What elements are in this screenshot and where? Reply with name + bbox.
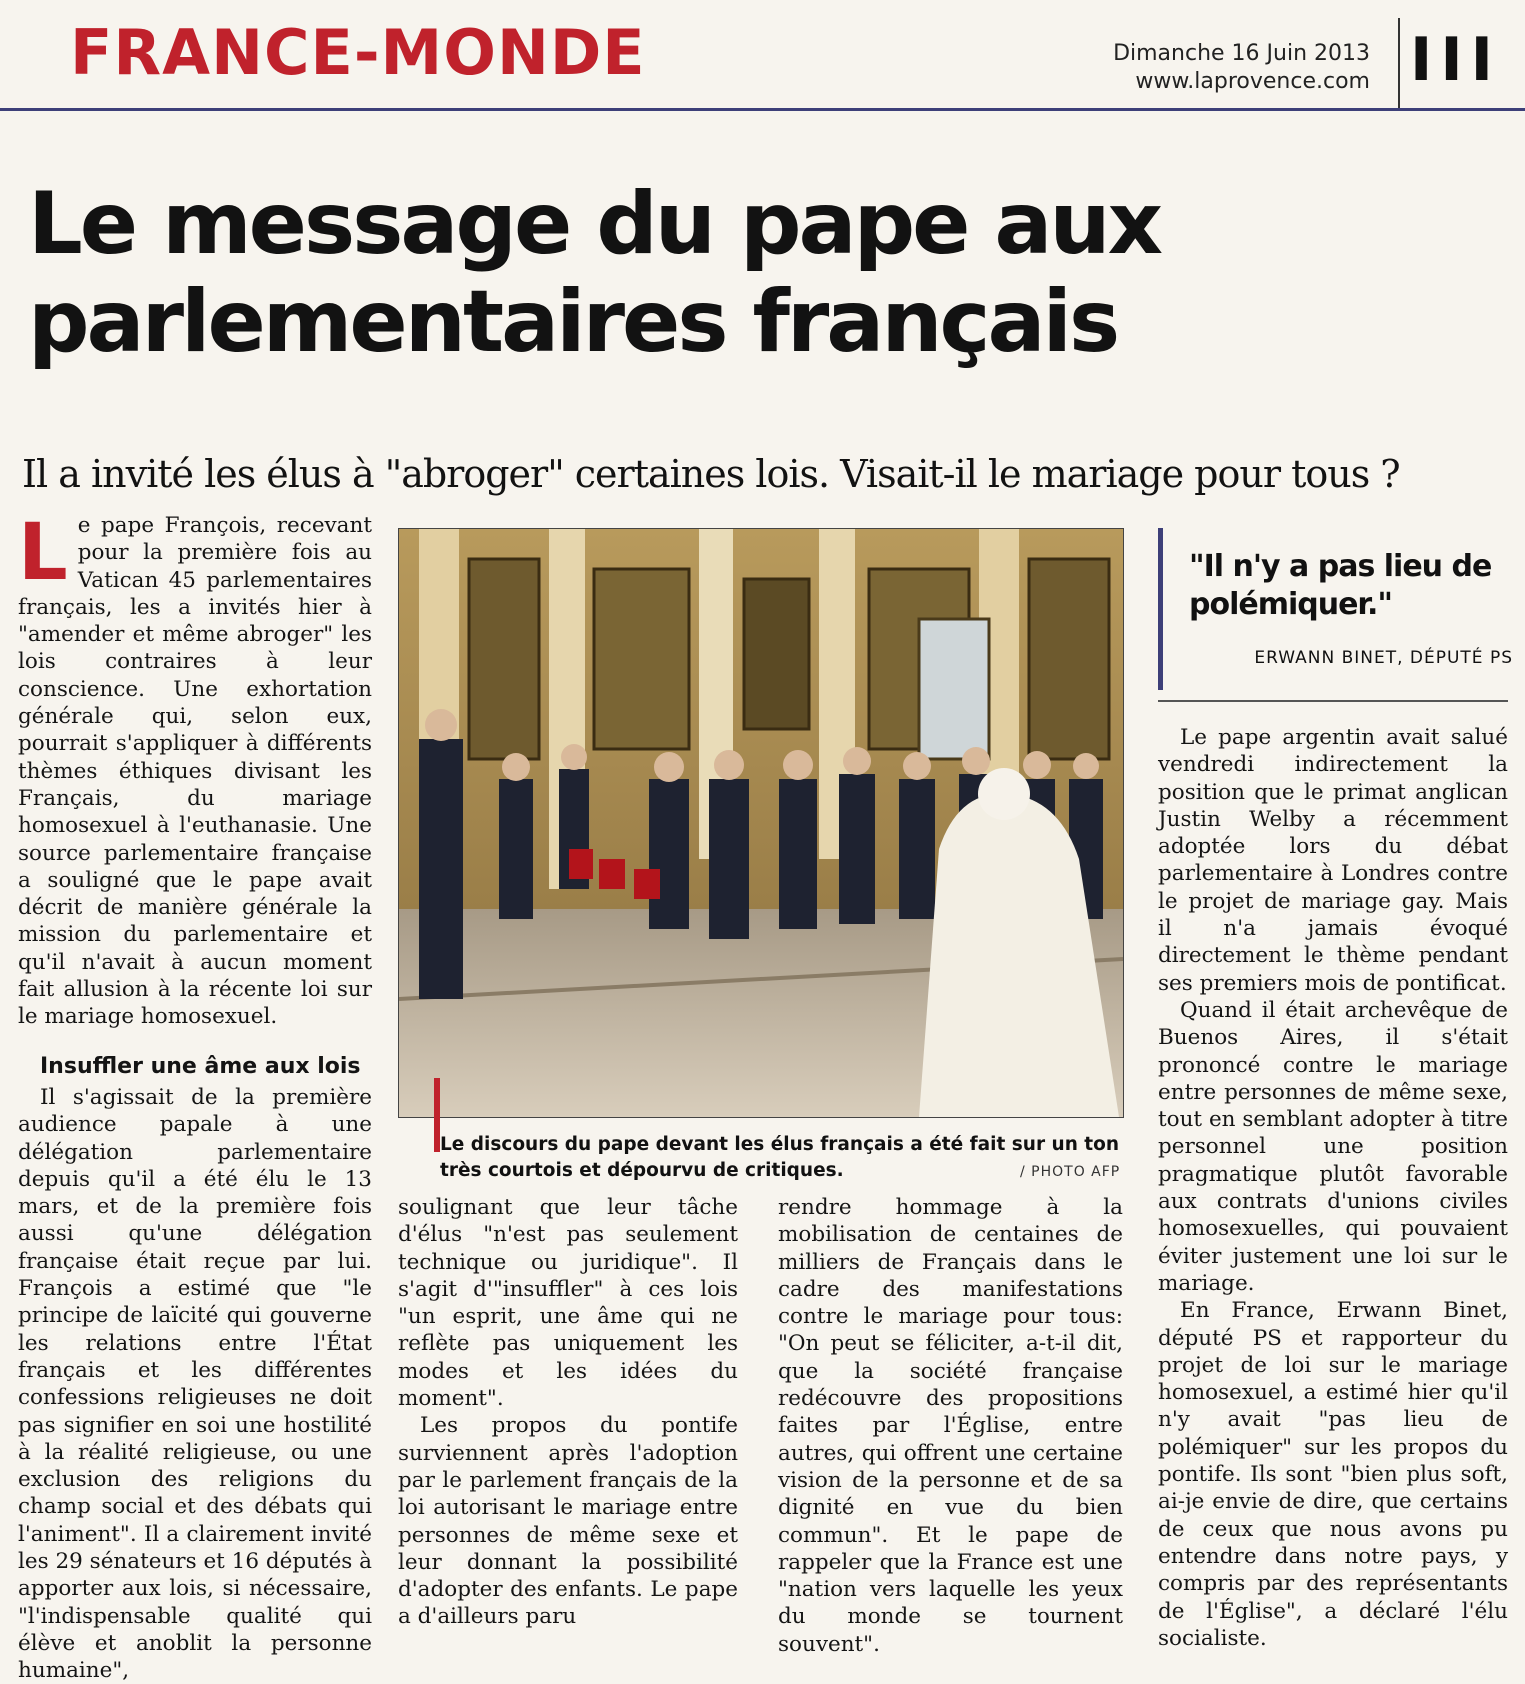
pull-quote-author: ERWANN BINET, DÉPUTÉ PS [1254,648,1513,668]
article-photo [398,528,1124,1118]
article-subhead: Il a invité les élus à "abroger" certaines lois. Visait-il le mariage pour tous ? [22,452,1400,496]
pull-quote [1158,528,1513,690]
website-url[interactable]: www.laprovence.com [1135,69,1370,94]
col4-paragraph-1: Le pape argentin avait salué vendredi indirectement la position que le primat anglican Justin Welby a récemment adoptée lors du débat parlementaire à Londres contre le projet de mariage gay. Mais il n'a jamais évoqué directement le thème pendant ses premiers mois de pontificat. [1158,725,1508,996]
article-column-4 [1158,724,1508,1652]
col2-paragraph-1: soulignant que leur tâche d'élus "n'est pas seulement technique ou juridique". Il s'agit d'"insuffler" à ces lois "un esprit, une âme qui ne reflète pas uniquement les modes et les idées du moment". [398,1195,738,1412]
article-headline [28,175,1508,371]
headline-line-2: parlementaires français [28,272,1118,372]
article-column-1 [18,508,372,1684]
audience-photo-illustration [399,529,1123,1117]
header-rule [0,108,1525,111]
col1-paragraph-1: e pape François, recevant pour la première fois au Vatican 45 parlementaires français, les a invités hier à "amender et même abroger" les lois contraires à leur conscience. Une exhortation générale qui, selon eux, pourrait s'appliquer à différents thèmes éthiques divisant les Français, du mariage homosexuel à l'euthanasie. Une source parlementaire française a souligné que le pape avait décrit de manière générale la mission du parlementaire et qu'il n'avait à aucun moment fait allusion à la récente loi sur le mariage homosexuel. [18,513,372,1030]
article-subtitle: Insuffler une âme aux lois [40,1053,361,1079]
photo-caption: Le discours du pape devant les élus français a été fait sur un ton très courtois et dépourvu de critiques. [440,1134,1120,1181]
col3-paragraph-1: rendre hommage à la mobilisation de centaines de milliers de Français dans le cadre des manifestations contre le mariage pour tous: "On peut se féliciter, a-t-il dit, que la société française redécouvre des propositions faites par l'Église, entre autres, qui offrent une certaine vision de la personne et de sa dignité en vue du bien commun". Et le pape de rappeler que la France est une "nation vers laquelle les yeux du monde se tournent souvent". [778,1195,1123,1657]
col2-paragraph-2: Les propos du pontife surviennent après l'adoption par le parlement français de la loi autorisant le mariage entre personnes de même sexe et leur donnant la possibilité d'adopter des enfants. Le pape a d'ailleurs paru [398,1413,738,1630]
pull-quote-rule [1158,700,1508,702]
article-column-3 [778,1194,1123,1658]
section-title: FRANCE-MONDE [70,16,646,89]
photo-credit: / PHOTO AFP [1020,1164,1121,1180]
col4-paragraph-3: En France, Erwann Binet, député PS et rapporteur du projet de loi sur le mariage homosexuel, a estimé hier qu'il n'y avait "pas lieu de polémiquer" sur les propos du pontife. Ils sont "bien plus soft, ai-je envie de dire, que certains de ceux que nous avons pu entendre dans notre pays, y compris par des représentants de l'Église", a déclaré l'élu socialiste. [1158,1298,1508,1651]
header-divider [1398,18,1400,108]
date-box [1110,40,1370,96]
col4-paragraph-2: Quand il était archevêque de Buenos Aires, il s'était prononcé contre le mariage entre personnes de même sexe, tout en semblant adopter à titre personnel une position pragmatique plutôt favorable aux contrats d'unions civiles homosexuelles, qui pouvaient éviter justement une loi sur le mariage. [1158,997,1508,1296]
issue-date: Dimanche 16 Juin 2013 [1113,41,1370,66]
col1-paragraph-2: Il s'agissait de la première audience papale à une délégation parlementaire depuis qu'il a été élu le 13 mars, et de la première fois aussi qu'une délégation française était reçue par lui. François a estimé que "le principe de laïcité qui gouverne les relations entre l'État français et les différentes confessions religieuses ne doit pas signifier en soi une hostilité à la réalité religieuse, ou une exclusion des religions du champ social et des débats qui l'animent". Il a clairement invité les 29 sénateurs et 16 députés à apporter aux lois, si nécessaire, "l'indispensable qualité qui élève et anoblit la personne humaine", [18,1084,372,1684]
drop-cap: L [18,508,68,598]
headline-line-1: Le message du pape aux [28,174,1161,274]
article-column-2 [398,1194,738,1631]
pull-quote-text: "Il n'y a pas lieu de polémiquer." [1189,549,1492,622]
page-number: III [1410,25,1501,95]
